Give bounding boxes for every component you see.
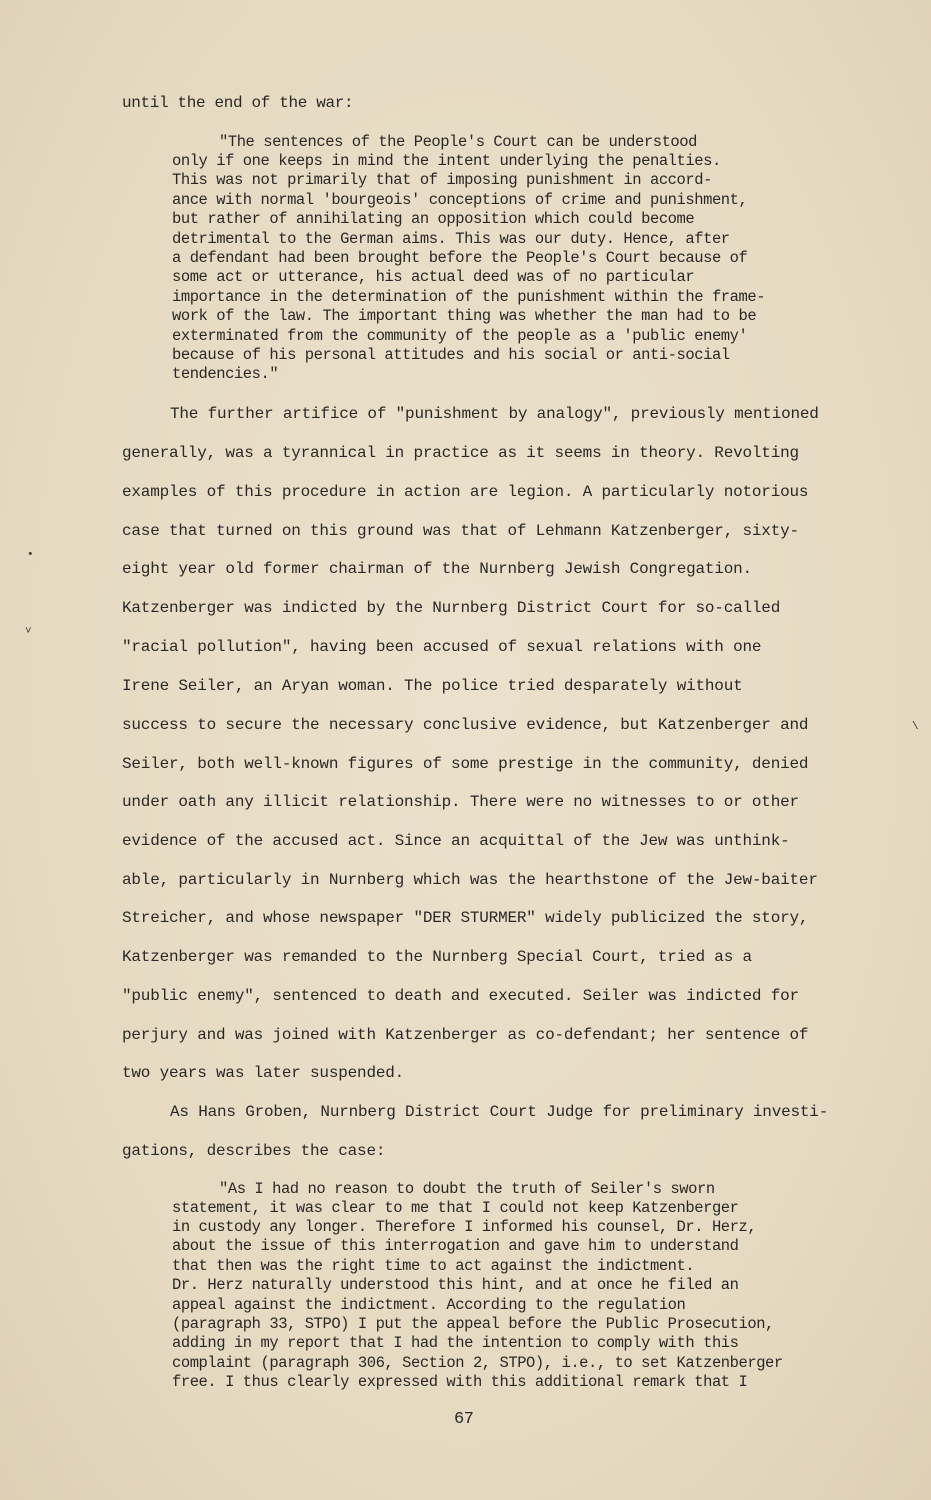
quote-line: that then was the right time to act against the indictment. (172, 1257, 695, 1275)
quote-line: but rather of annihilating an opposition which could become (172, 210, 695, 228)
quote-line: "As I had no reason to doubt the truth of Seiler's sworn (219, 1180, 715, 1198)
body-line: "public enemy", sentenced to death and executed. Seiler was indicted for (122, 987, 799, 1005)
body-line: Seiler, both well-known figures of some prestige in the community, denied (122, 755, 809, 773)
body-line: Streicher, and whose newspaper "DER STURMER" widely publicized the story, (122, 909, 809, 927)
body-line: eight year old former chairman of the Nurnberg Jewish Congregation. (122, 560, 752, 578)
quote-line: Dr. Herz naturally understood this hint, and at once he filed an (172, 1276, 739, 1294)
quote-line: some act or utterance, his actual deed was of no particular (172, 268, 695, 286)
body-line: examples of this procedure in action are legion. A particularly notorious (122, 483, 809, 501)
quote-line: about the issue of this interrogation and gave him to understand (172, 1237, 739, 1255)
quote-line: tendencies." (172, 365, 279, 383)
body-line: under oath any illicit relationship. There were no witnesses to or other (122, 793, 799, 811)
body-line: able, particularly in Nurnberg which was the hearthstone of the Jew-baiter (122, 871, 818, 889)
quote-line: (paragraph 33, STPO) I put the appeal before the Public Prosecution, (172, 1315, 774, 1333)
quote-line: ance with normal 'bourgeois' conceptions of crime and punishment, (172, 191, 748, 209)
body-line: Irene Seiler, an Aryan woman. The police tried desparately without (122, 677, 743, 695)
quote-line: "The sentences of the People's Court can be understood (219, 133, 697, 151)
quote-line: This was not primarily that of imposing punishment in accord- (172, 171, 712, 189)
body-line: "racial pollution", having been accused of sexual relations with one (122, 638, 762, 656)
quote-line: statement, it was clear to me that I could not keep Katzenberger (172, 1199, 739, 1217)
body-line: As Hans Groben, Nurnberg District Court Judge for preliminary investi- (170, 1103, 829, 1121)
margin-dot-mark: • (27, 549, 34, 561)
body-line: Katzenberger was remanded to the Nurnberg Special Court, tried as a (122, 948, 752, 966)
body-line: case that turned on this ground was that of Lehmann Katzenberger, sixty- (122, 522, 799, 540)
margin-slash-mark: \ (912, 721, 919, 733)
quote-line: a defendant had been brought before the People's Court because of (172, 249, 748, 267)
quote-line: importance in the determination of the punishment within the frame- (172, 288, 766, 306)
quote-line: complaint (paragraph 306, Section 2, STPO), i.e., to set Katzenberger (172, 1354, 783, 1372)
quote-line: in custody any longer. Therefore I informed his counsel, Dr. Herz, (172, 1218, 757, 1236)
body-line: evidence of the accused act. Since an acquittal of the Jew was unthink- (122, 832, 790, 850)
quote-line: free. I thus clearly expressed with this additional remark that I (172, 1373, 748, 1391)
body-line: two years was later suspended. (122, 1064, 405, 1082)
quote-line: appeal against the indictment. According to the regulation (172, 1296, 686, 1314)
quote-line: only if one keeps in mind the intent underlying the penalties. (172, 152, 721, 170)
page-number: 67 (454, 1410, 474, 1429)
body-line: generally, was a tyrannical in practice as it seems in theory. Revolting (122, 444, 799, 462)
body-line: gations, describes the case: (122, 1142, 386, 1160)
body-line: Katzenberger was indicted by the Nurnberg District Court for so-called (122, 599, 781, 617)
quote-line: work of the law. The important thing was whether the man had to be (172, 307, 757, 325)
body-line: success to secure the necessary conclusive evidence, but Katzenberger and (122, 716, 809, 734)
quote-line: exterminated from the community of the people as a 'public enemy' (172, 327, 748, 345)
quote-line: adding in my report that I had the intention to comply with this (172, 1334, 739, 1352)
body-line: perjury and was joined with Katzenberger as co-defendant; her sentence of (122, 1026, 809, 1044)
intro-line: until the end of the war: (122, 94, 354, 112)
quote-line: because of his personal attitudes and his social or anti-social (172, 346, 730, 364)
margin-tick-mark: ˅ (25, 626, 32, 638)
body-line: The further artifice of "punishment by analogy", previously mentioned (170, 405, 819, 423)
quote-line: detrimental to the German aims. This was our duty. Hence, after (172, 230, 730, 248)
